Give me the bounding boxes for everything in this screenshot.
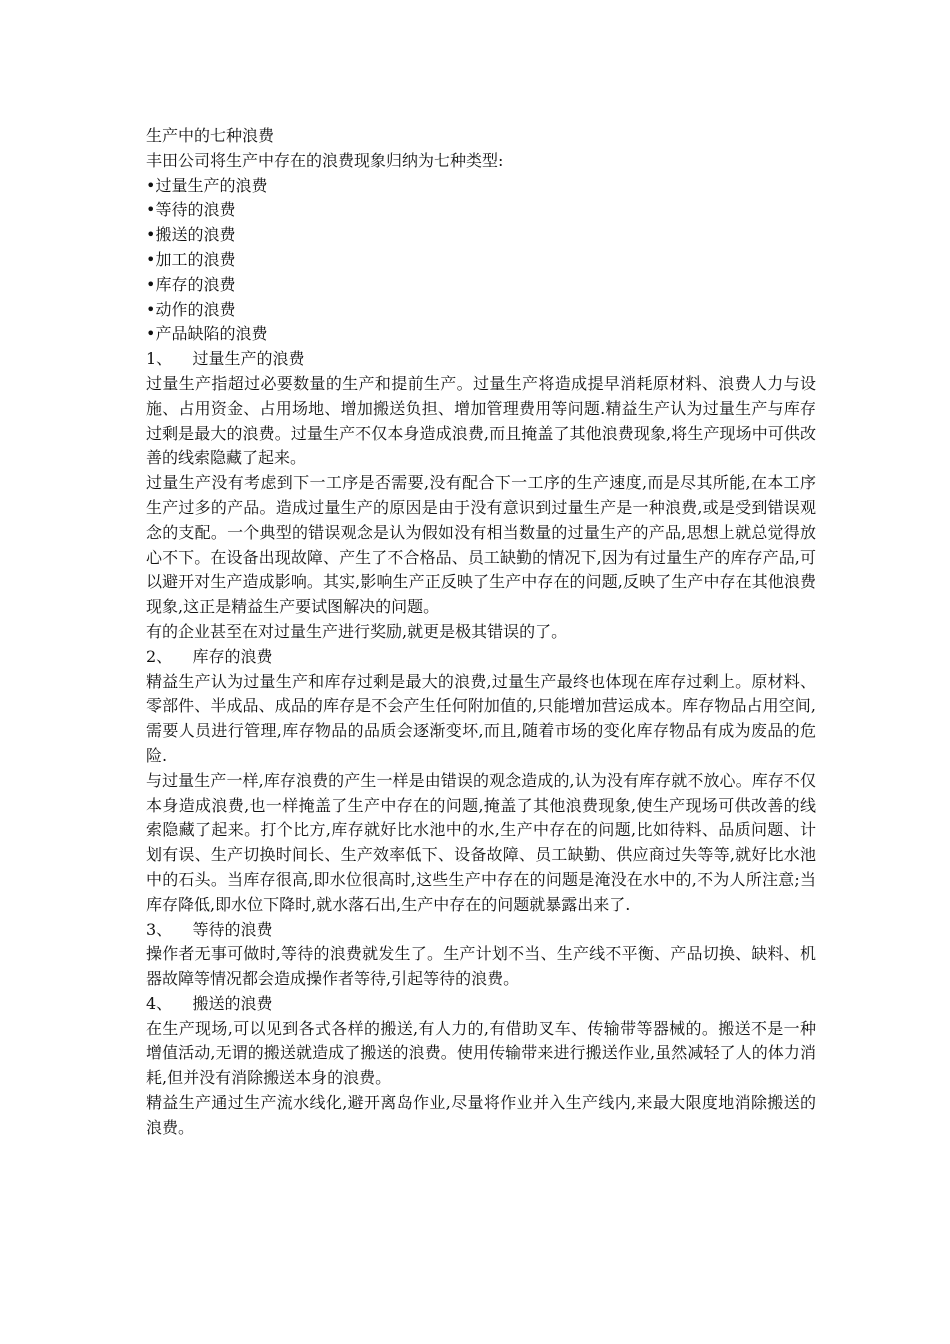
document-title: 生产中的七种浪费 [146, 126, 275, 145]
section-heading: 2、 库存的浪费 [146, 646, 273, 666]
section-inventory [146, 645, 816, 918]
section-waiting [146, 918, 816, 992]
list-item: •动作的浪费 [146, 299, 236, 319]
list-item: •过量生产的浪费 [146, 175, 268, 195]
list-item: •搬送的浪费 [146, 225, 236, 245]
list-item: •等待的浪费 [146, 200, 236, 220]
section-transport [146, 992, 816, 1141]
paragraph: 操作者无事可做时,等待的浪费就发生了。生产计划不当、生产线不平衡、产品切换、缺料、机器故障等情况都会造成操作者等待,引起等待的浪费。 [146, 944, 816, 989]
list-item: •库存的浪费 [146, 274, 236, 294]
list-item: •加工的浪费 [146, 249, 236, 269]
paragraph: 在生产现场,可以见到各式各样的搬送,有人力的,有借助叉车、传输带等器械的。搬送不是一种增值活动,无谓的搬送就造成了搬送的浪费。使用传输带来进行搬送作业,虽然减轻了人的体力消耗,但并没有消除搬送本身的浪费。 [146, 1018, 816, 1088]
section-overproduction [146, 347, 816, 645]
paragraph: 有的企业甚至在对过量生产进行奖励,就更是极其错误的了。 [146, 621, 568, 641]
waste-type-list [146, 174, 816, 348]
intro-text: 丰田公司将生产中存在的浪费现象归纳为七种类型: [146, 150, 504, 170]
document-page [146, 124, 816, 1141]
paragraph: 过量生产指超过必要数量的生产和提前生产。过量生产将造成提早消耗原材料、浪费人力与设施、占用资金、占用场地、增加搬送负担、增加管理费用等问题.精益生产认为过量生产与库存过剩是最大的浪费。过量生产不仅本身造成浪费,而且掩盖了其他浪费现象,将生产现场中可供改善的线索隐藏了起来。 [146, 373, 816, 468]
section-heading: 4、 搬送的浪费 [146, 993, 273, 1013]
paragraph: 精益生产认为过量生产和库存过剩是最大的浪费,过量生产最终也体现在库存过剩上。原材料、零部件、半成品、成品的库存是不会产生任何附加值的,只能增加营运成本。库存物品占用空间,需要人员进行管理,库存物品的品质会逐渐变坏,而且,随着市场的变化库存物品有成为废品的危险. [146, 671, 816, 765]
list-item: •产品缺陷的浪费 [146, 324, 268, 344]
section-heading: 3、 等待的浪费 [146, 919, 273, 939]
section-heading: 1、 过量生产的浪费 [146, 349, 305, 369]
paragraph: 精益生产通过生产流水线化,避开离岛作业,尽量将作业并入生产线内,来最大限度地消除搬送的浪费。 [146, 1093, 816, 1137]
paragraph: 过量生产没有考虑到下一工序是否需要,没有配合下一工序的生产速度,而是尽其所能,在本工序生产过多的产品。造成过量生产的原因是由于没有意识到过量生产是一种浪费,或是受到错误观念的支配。一个典型的错误观念是认为假如没有相当数量的过量生产的产品,思想上就总觉得放心不下。在设备出现故障、产生了不合格品、员工缺勤的情况下,因为有过量生产的库存产品,可以避开对生产造成影响。其实,影响生产正反映了生产中存在的问题,反映了生产中存在其他浪费现象,这正是精益生产要试图解决的问题。 [146, 473, 816, 617]
paragraph: 与过量生产一样,库存浪费的产生一样是由错误的观念造成的,认为没有库存就不放心。库存不仅本身造成浪费,也一样掩盖了生产中存在的问题,掩盖了其他浪费现象,使生产现场可供改善的线索隐藏了起来。打个比方,库存就好比水池中的水,生产中存在的问题,比如待料、品质问题、计划有误、生产切换时间长、生产效率低下、设备故障、员工缺勤、供应商过失等等,就好比水池中的石头。当库存很高,即水位很高时,这些生产中存在的问题是淹没在水中的,不为人所注意;当库存降低,即水位下降时,就水落石出,生产中存在的问题就暴露出来了. [146, 770, 816, 914]
